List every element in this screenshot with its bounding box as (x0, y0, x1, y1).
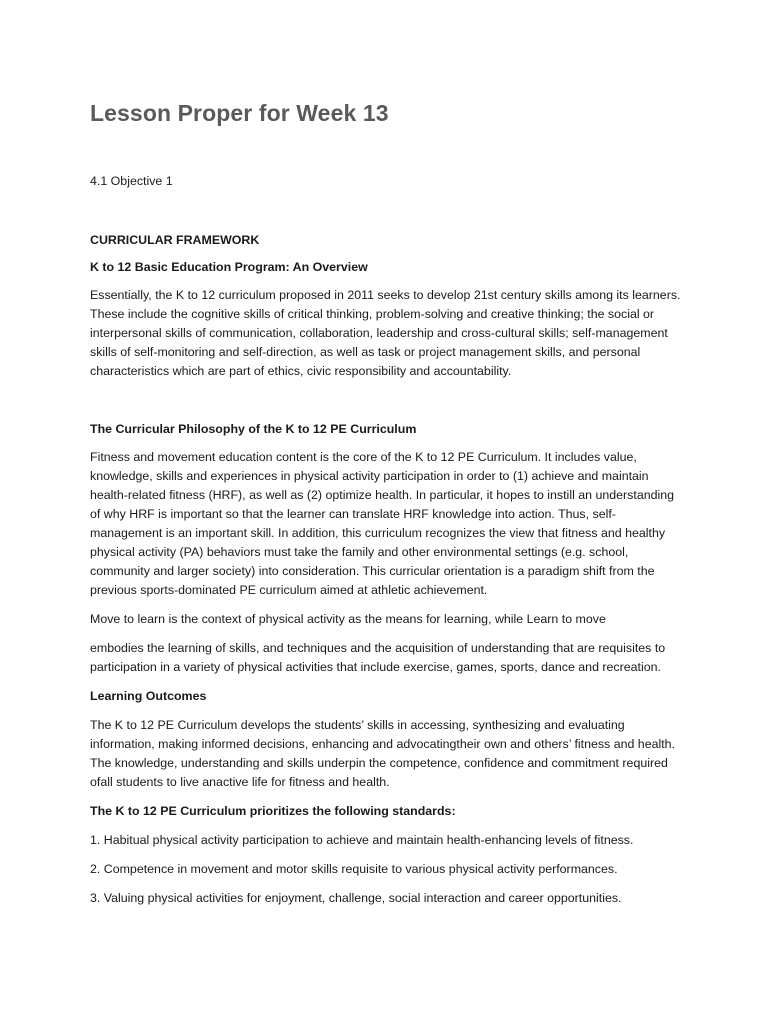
move-to-learn-paragraph: Move to learn is the context of physical activity as the means for learning, while Learn to move (90, 612, 606, 626)
page-title: Lesson Proper for Week 13 (90, 100, 389, 126)
standard-item: 3. Valuing physical activities for enjoyment, challenge, social interaction and career opportunities. (90, 891, 622, 905)
curricular-framework-heading: CURRICULAR FRAMEWORK (90, 233, 260, 247)
learning-outcomes-paragraph: The K to 12 PE Curriculum develops the students’ skills in accessing, synthesizing and evaluating information, making informed decisions, enhancing and advocatingtheir own and others’ fitness and health. The knowledge, understanding and skills underpin the competence, confidence and commitment required ofall students to live anactive life for fitness and health. (90, 718, 676, 789)
document-body (90, 172, 682, 918)
standard-item: 2. Competence in movement and motor skills requisite to various physical activity performances. (90, 862, 618, 876)
philosophy-paragraph: Fitness and movement education content is the core of the K to 12 PE Curriculum. It includes value, knowledge, skills and experiences in physical activity participation in order to (1) achieve and maintain health-related fitness (HRF), as well as (2) optimize health. In particular, it hopes to instill an understanding of why HRF is important so that the learner can translate HRF knowledge into action. Thus, self-management is an important skill. In addition, this curriculum recognizes the view that fitness and healthy physical activity (PA) behaviors must take the family and other environmental settings (e.g. school, community and larger society) into consideration. This curricular orientation is a paradigm shift from the previous sports-dominated PE curriculum aimed at athletic achievement. (90, 450, 675, 597)
overview-paragraph: Essentially, the K to 12 curriculum proposed in 2011 seeks to develop 21st century skills among its learners. These include the cognitive skills of critical thinking, problem-solving and creative thinking; the social or interpersonal skills of communication, collaboration, leadership and cross-cultural skills; self-management skills of self-monitoring and self-direction, as well as task or project management skills, and personal characteristics which are part of ethics, civic responsibility and accountability. (90, 288, 681, 378)
objective-label: 4.1 Objective 1 (90, 174, 173, 188)
embodies-paragraph: embodies the learning of skills, and techniques and the acquisition of understanding that are requisites to participation in a variety of physical activities that include exercise, games, sports, dance and recreation. (90, 641, 666, 674)
overview-heading: K to 12 Basic Education Program: An Overview (90, 260, 368, 274)
learning-outcomes-heading: Learning Outcomes (90, 689, 207, 703)
standard-item: 1. Habitual physical activity participation to achieve and maintain health-enhancing levels of fitness. (90, 833, 634, 847)
philosophy-heading: The Curricular Philosophy of the K to 12 PE Curriculum (90, 422, 417, 436)
standards-heading: The K to 12 PE Curriculum prioritizes the following standards: (90, 804, 456, 818)
